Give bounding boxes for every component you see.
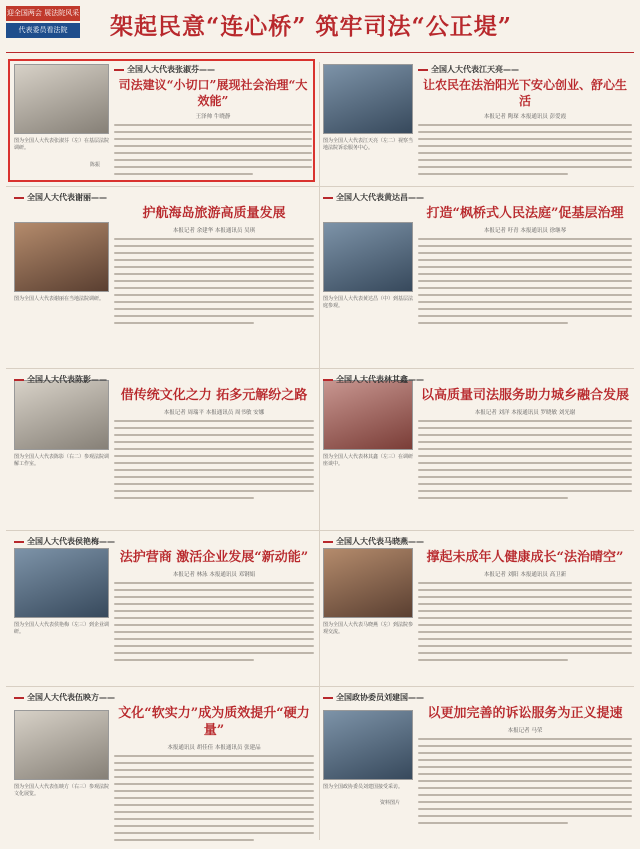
column-tag bbox=[6, 6, 80, 42]
article-title-7: 法护营商 激活企业发展“新动能” bbox=[119, 550, 309, 565]
article-caption-2: 图为全国人大代表江天亮（左二）视察当地法院诉讼服务中心。 bbox=[323, 138, 414, 151]
article-byline-2: 本报记者 陶琛 本报通讯员 彭爱霞 bbox=[483, 114, 567, 121]
article-caption-5: 图为全国人大代表陈影（右二）参观法院调解工作室。 bbox=[14, 454, 110, 467]
article-3 bbox=[14, 192, 314, 362]
article-byline-1: 王泽帅 牛晓静 bbox=[195, 114, 231, 121]
article-caption-9: 图为全国人大代表伍映方（右三）参观法院文化展览。 bbox=[14, 784, 110, 797]
row-divider-3 bbox=[6, 530, 634, 531]
article-title-1: 司法建议“小切口”展现社会治理“大效能” bbox=[118, 78, 308, 108]
article-2 bbox=[418, 64, 632, 179]
column-separator bbox=[319, 62, 320, 840]
article-7 bbox=[14, 536, 314, 681]
article-byline-5: 本报记者 周瑞平 本报通讯员 周书敏 安娜 bbox=[163, 409, 265, 416]
article-kicker-10: 全国政协委员刘建国—— bbox=[323, 692, 632, 703]
article-title-5: 借传统文化之力 拓多元解纷之路 bbox=[120, 388, 308, 403]
article-kicker-7: 全国人大代表侯艳梅—— bbox=[14, 536, 314, 547]
article-photo-2 bbox=[323, 64, 413, 134]
article-caption-6: 图为全国人大代表林其鑫（左三）在调研座谈中。 bbox=[323, 454, 414, 467]
article-kicker-6: 全国人大代表林其鑫—— bbox=[323, 374, 632, 385]
column-tag-top: 迎全国两会 展法院风采 bbox=[6, 6, 80, 21]
row-divider-1 bbox=[6, 186, 634, 187]
article-title-3: 护航海岛旅游高质量发展 bbox=[142, 206, 286, 221]
article-byline-10: 本报记者 马荣 bbox=[507, 727, 543, 734]
article-byline-9: 本报通讯员 胡佳佳 本报通讯员 张建品 bbox=[167, 744, 261, 751]
article-title-9: 文化“软实力”成为质效提升“硬力量” bbox=[118, 706, 310, 738]
article-title-8: 撑起未成年人健康成长“法治晴空” bbox=[426, 550, 624, 565]
article-8 bbox=[323, 536, 632, 681]
article-title-10: 以更加完善的诉讼服务为正义提速 bbox=[427, 706, 623, 721]
article-title-2: 让农民在法治阳光下安心创业、舒心生活 bbox=[422, 78, 627, 108]
article-kicker-9: 全国人大代表伍映方—— bbox=[14, 692, 314, 703]
article-author-10: 资料图片 bbox=[380, 800, 401, 806]
article-caption-10: 图为全国政协委员刘建国接受采访。 bbox=[323, 784, 404, 790]
article-1 bbox=[114, 64, 312, 179]
article-6 bbox=[323, 374, 632, 524]
article-author-1: 陈振 bbox=[90, 162, 101, 168]
article-byline-8: 本报记者 刘阳 本报通讯员 高卫新 bbox=[483, 571, 567, 578]
article-photo-1 bbox=[14, 64, 109, 134]
article-10 bbox=[323, 692, 632, 842]
article-byline-6: 本报记者 刘洋 本报通讯员 罗晓敏 刘光谢 bbox=[474, 409, 576, 416]
headline-divider bbox=[6, 52, 634, 53]
row-divider-2 bbox=[6, 368, 634, 369]
article-kicker-3: 全国人大代表谢丽—— bbox=[14, 192, 314, 203]
article-caption-7: 图为全国人大代表侯艳梅（左三）到企业调研。 bbox=[14, 622, 110, 635]
article-5 bbox=[14, 374, 314, 524]
article-byline-7: 本报记者 林泳 本报通讯员 邓钢娟 bbox=[172, 571, 256, 578]
article-kicker-2: 全国人大代表江天亮—— bbox=[418, 64, 632, 75]
article-kicker-8: 全国人大代表马晓燕—— bbox=[323, 536, 632, 547]
article-caption-4: 图为全国人大代表黄达昌（中）到基层法庭参观。 bbox=[323, 296, 414, 309]
article-4 bbox=[323, 192, 632, 362]
column-tag-bottom: 代表委员看法院 bbox=[6, 23, 80, 38]
article-byline-4: 本报记者 吁青 本报通讯员 徐继琴 bbox=[483, 227, 567, 234]
row-divider-4 bbox=[6, 686, 634, 687]
page-headline: 架起民意“连心桥” 筑牢司法“公正堤” bbox=[110, 13, 512, 40]
article-kicker-4: 全国人大代表黄达昌—— bbox=[323, 192, 632, 203]
article-kicker-5: 全国人大代表陈影—— bbox=[14, 374, 314, 385]
article-caption-3: 图为全国人大代表谢丽在当地法院调研。 bbox=[14, 296, 105, 302]
article-kicker-1: 全国人大代表张淑芬—— bbox=[114, 64, 312, 75]
article-title-6: 以高质量司法服务助力城乡融合发展 bbox=[420, 388, 629, 403]
article-byline-3: 本报记者 余建华 本报通讯员 吴琪 bbox=[172, 227, 256, 234]
article-9 bbox=[14, 692, 314, 842]
article-title-4: 打造“枫桥式人民法庭”促基层治理 bbox=[426, 206, 624, 221]
article-caption-1: 图为全国人大代表张淑芬（左）在基层法院调研。 bbox=[14, 138, 110, 151]
article-caption-8: 图为全国人大代表马晓燕（左）到法院参观交流。 bbox=[323, 622, 414, 635]
